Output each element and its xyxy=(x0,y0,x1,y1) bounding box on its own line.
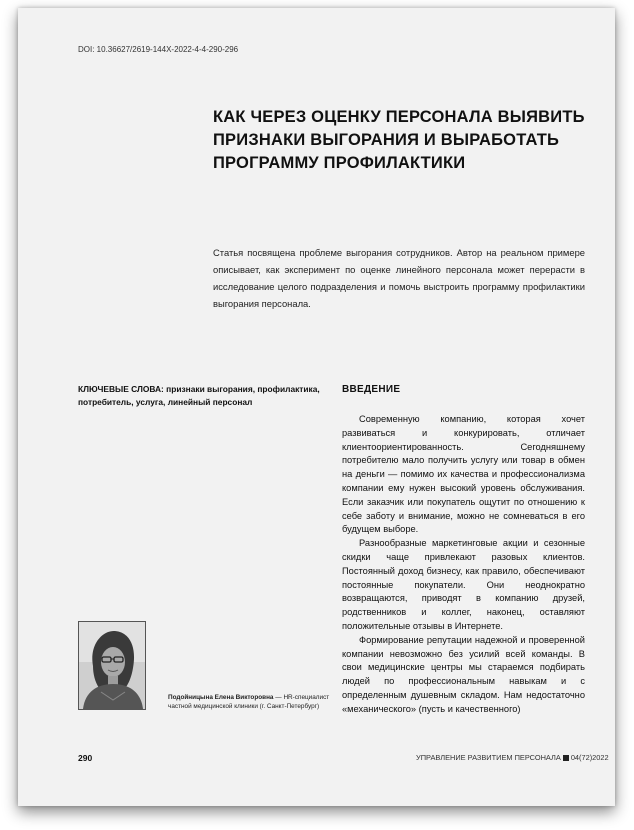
keywords-label: КЛЮЧЕВЫЕ СЛОВА: xyxy=(78,384,164,394)
paragraph: Современную компанию, которая хочет развиваться и конкурировать, отличает клиентоориентированность. Сегодняшнему потребителю мало получить услугу или товар в обмен на деньги — помимо их качества и профессионализма компании ему нужен высокий уровень обслуживания. Если заказчик или покупатель ощутит по отношению к себе заботу и внимание, можно не сомневаться в его будущем выборе. xyxy=(342,414,585,535)
keywords-text: признаки выгорания, профилактика, потребитель, услуга, линейный персонал xyxy=(78,384,320,407)
page-number: 290 xyxy=(78,753,93,763)
article-body xyxy=(342,413,585,717)
journal-page xyxy=(18,8,615,806)
square-bullet-icon xyxy=(563,755,569,761)
journal-name: УПРАВЛЕНИЕ РАЗВИТИЕМ ПЕРСОНАЛА xyxy=(416,753,561,762)
section-title: ВВЕДЕНИЕ xyxy=(342,384,401,395)
article-abstract: Статья посвящена проблеме выгорания сотрудников. Автор на реальном примере описывает, как эксперимент по оценке линейного персонала может перерасти в исследование целого подразделения и помочь выстроить программу профилактики выгорания персонала. xyxy=(213,247,585,309)
footer xyxy=(416,753,609,762)
doi: DOI: 10.36627/2619-144X-2022-4-4-290-296 xyxy=(78,45,239,54)
article-title: КАК ЧЕРЕЗ ОЦЕНКУ ПЕРСОНАЛА ВЫЯВИТЬ ПРИЗНАКИ ВЫГОРАНИЯ И ВЫРАБОТАТЬ ПРОГРАММУ ПРОФИЛАКТИКИ xyxy=(213,108,585,172)
paragraph: Формирование репутации надежной и проверенной компании невозможно без усилий всей команды. В свои медицинские центры мы стараемся подбирать людей по профессиональным навыкам и с определенным душевным складом. Нам недостаточно «механического» (пусть и качественного) xyxy=(342,634,585,714)
author-role: — HR-специалист частной медицинской клиники (г. Санкт-Петербург) xyxy=(168,694,330,710)
paragraph: Разнообразные маркетинговые акции и сезонные скидки чаще привлекают разовых клиентов. Постоянный доход бизнесу, как правило, обеспечивают постоянные покупатели. Они неоднократно возвращаются, приводят в компанию друзей, родственников и коллег, наконец, оставляют положительные отзывы в Интернете. xyxy=(342,538,585,631)
author-info xyxy=(168,693,348,711)
author-photo xyxy=(78,621,146,710)
author-name: Подойницына Елена Викторовна xyxy=(168,694,274,701)
journal-issue: 04(72)2022 xyxy=(570,753,609,762)
keywords xyxy=(78,383,328,409)
author-portrait-image xyxy=(79,622,145,709)
